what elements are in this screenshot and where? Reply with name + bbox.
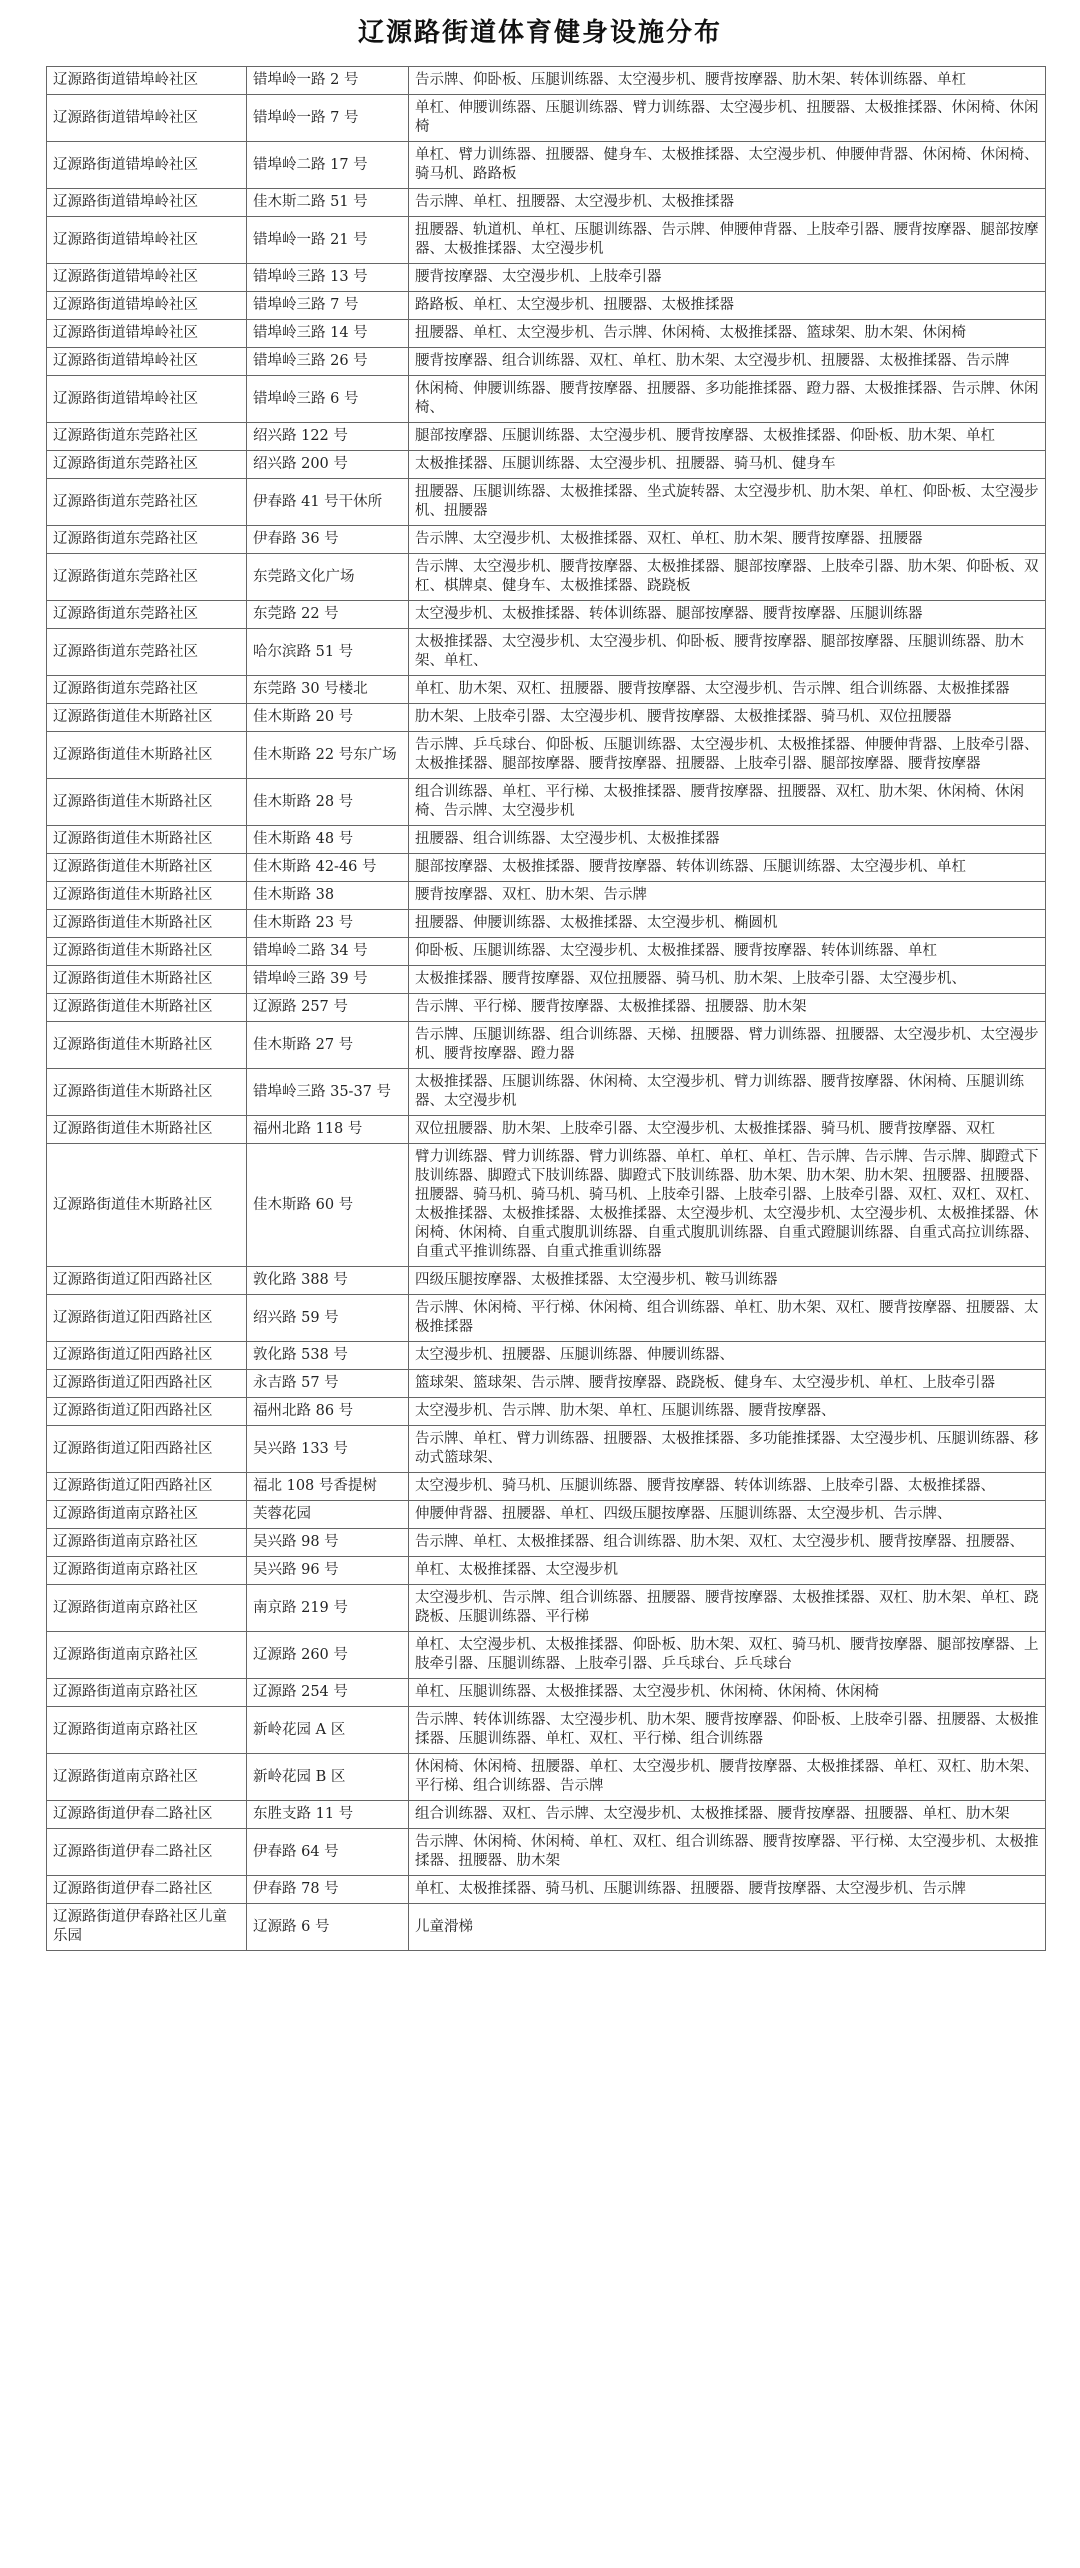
community-cell: 辽源路街道佳木斯路社区: [47, 826, 247, 854]
facilities-cell: 腰背按摩器、太空漫步机、上肢牵引器: [409, 264, 1046, 292]
table-row: [47, 1069, 1046, 1116]
location-cell: 错埠岭三路 14 号: [247, 320, 409, 348]
community-cell: 辽源路街道错埠岭社区: [47, 320, 247, 348]
location-cell: 东胜支路 11 号: [247, 1801, 409, 1829]
community-cell: 辽源路街道错埠岭社区: [47, 292, 247, 320]
facilities-cell: 组合训练器、双杠、告示牌、太空漫步机、太极推揉器、腰背按摩器、扭腰器、单杠、肋木架: [409, 1801, 1046, 1829]
location-cell: 错埠岭一路 7 号: [247, 95, 409, 142]
location-cell: 错埠岭三路 13 号: [247, 264, 409, 292]
facilities-cell: 伸腰伸背器、扭腰器、单杠、四级压腿按摩器、压腿训练器、太空漫步机、告示牌、: [409, 1501, 1046, 1529]
table-row: [47, 1585, 1046, 1632]
community-cell: 辽源路街道南京路社区: [47, 1529, 247, 1557]
table-row: [47, 1342, 1046, 1370]
table-row: [47, 1501, 1046, 1529]
location-cell: 辽源路 254 号: [247, 1679, 409, 1707]
table-row: [47, 704, 1046, 732]
location-cell: 福北 108 号香提树: [247, 1473, 409, 1501]
table-row: [47, 554, 1046, 601]
facilities-cell: 扭腰器、伸腰训练器、太极推揉器、太空漫步机、椭圆机: [409, 910, 1046, 938]
table-row: [47, 348, 1046, 376]
community-cell: 辽源路街道南京路社区: [47, 1585, 247, 1632]
table-row: [47, 882, 1046, 910]
community-cell: 辽源路街道佳木斯路社区: [47, 732, 247, 779]
community-cell: 辽源路街道东莞路社区: [47, 479, 247, 526]
facilities-cell: 告示牌、平行梯、腰背按摩器、太极推揉器、扭腰器、肋木架: [409, 994, 1046, 1022]
table-row: [47, 1144, 1046, 1267]
community-cell: 辽源路街道伊春路社区儿童乐园: [47, 1904, 247, 1951]
facilities-cell: 单杠、压腿训练器、太极推揉器、太空漫步机、休闲椅、休闲椅、休闲椅: [409, 1679, 1046, 1707]
community-cell: 辽源路街道伊春二路社区: [47, 1876, 247, 1904]
location-cell: 佳木斯路 38: [247, 882, 409, 910]
table-row: [47, 142, 1046, 189]
facilities-cell: 单杠、太极推揉器、太空漫步机: [409, 1557, 1046, 1585]
table-row: [47, 1632, 1046, 1679]
table-row: [47, 1116, 1046, 1144]
location-cell: 新岭花园 B 区: [247, 1754, 409, 1801]
location-cell: 敦化路 388 号: [247, 1267, 409, 1295]
community-cell: 辽源路街道佳木斯路社区: [47, 994, 247, 1022]
page-title: 辽源路街道体育健身设施分布: [357, 18, 722, 48]
table-row: [47, 676, 1046, 704]
location-cell: 错埠岭三路 7 号: [247, 292, 409, 320]
table-row: [47, 1473, 1046, 1501]
facilities-cell: 休闲椅、伸腰训练器、腰背按摩器、扭腰器、多功能推揉器、蹬力器、太极推揉器、告示牌、休闲椅、: [409, 376, 1046, 423]
table-row: [47, 292, 1046, 320]
community-cell: 辽源路街道佳木斯路社区: [47, 704, 247, 732]
location-cell: 错埠岭一路 2 号: [247, 67, 409, 95]
location-cell: 伊春路 36 号: [247, 526, 409, 554]
community-cell: 辽源路街道南京路社区: [47, 1632, 247, 1679]
location-cell: 佳木斯路 48 号: [247, 826, 409, 854]
community-cell: 辽源路街道东莞路社区: [47, 423, 247, 451]
location-cell: 东莞路文化广场: [247, 554, 409, 601]
facilities-cell: 扭腰器、轨道机、单杠、压腿训练器、告示牌、伸腰伸背器、上肢牵引器、腰背按摩器、腿部按摩器、太极推揉器、太空漫步机: [409, 217, 1046, 264]
location-cell: 伊春路 64 号: [247, 1829, 409, 1876]
location-cell: 辽源路 257 号: [247, 994, 409, 1022]
facilities-cell: 路路板、单杠、太空漫步机、扭腰器、太极推揉器: [409, 292, 1046, 320]
facilities-cell: 腿部按摩器、压腿训练器、太空漫步机、腰背按摩器、太极推揉器、仰卧板、肋木架、单杠: [409, 423, 1046, 451]
community-cell: 辽源路街道佳木斯路社区: [47, 1144, 247, 1267]
facilities-cell: 太空漫步机、扭腰器、压腿训练器、伸腰训练器、: [409, 1342, 1046, 1370]
table-row: [47, 1022, 1046, 1069]
community-cell: 辽源路街道佳木斯路社区: [47, 1116, 247, 1144]
facilities-cell: 双位扭腰器、肋木架、上肢牵引器、太空漫步机、太极推揉器、骑马机、腰背按摩器、双杠: [409, 1116, 1046, 1144]
community-cell: 辽源路街道佳木斯路社区: [47, 938, 247, 966]
facilities-cell: 太极推揉器、腰背按摩器、双位扭腰器、骑马机、肋木架、上肢牵引器、太空漫步机、: [409, 966, 1046, 994]
table-row: [47, 1829, 1046, 1876]
table-row: [47, 629, 1046, 676]
location-cell: 佳木斯路 28 号: [247, 779, 409, 826]
facilities-cell: 组合训练器、单杠、平行梯、太极推揉器、腰背按摩器、扭腰器、双杠、肋木架、休闲椅、休闲椅、告示牌、太空漫步机: [409, 779, 1046, 826]
facilities-cell: 太空漫步机、告示牌、组合训练器、扭腰器、腰背按摩器、太极推揉器、双杠、肋木架、单杠、跷跷板、压腿训练器、平行梯: [409, 1585, 1046, 1632]
facilities-cell: 告示牌、单杠、扭腰器、太空漫步机、太极推揉器: [409, 189, 1046, 217]
location-cell: 南京路 219 号: [247, 1585, 409, 1632]
community-cell: 辽源路街道错埠岭社区: [47, 142, 247, 189]
table-row: [47, 938, 1046, 966]
community-cell: 辽源路街道南京路社区: [47, 1707, 247, 1754]
facilities-cell: 单杠、臂力训练器、扭腰器、健身车、太极推揉器、太空漫步机、伸腰伸背器、休闲椅、休闲椅、骑马机、路路板: [409, 142, 1046, 189]
community-cell: 辽源路街道南京路社区: [47, 1754, 247, 1801]
location-cell: 佳木斯二路 51 号: [247, 189, 409, 217]
location-cell: 佳木斯路 27 号: [247, 1022, 409, 1069]
table-row: [47, 423, 1046, 451]
location-cell: 绍兴路 122 号: [247, 423, 409, 451]
location-cell: 伊春路 41 号干休所: [247, 479, 409, 526]
location-cell: 错埠岭三路 6 号: [247, 376, 409, 423]
facilities-cell: 告示牌、单杠、臂力训练器、扭腰器、太极推揉器、多功能推揉器、太空漫步机、压腿训练器、移动式篮球架、: [409, 1426, 1046, 1473]
facilities-cell: 篮球架、篮球架、告示牌、腰背按摩器、跷跷板、健身车、太空漫步机、单杠、上肢牵引器: [409, 1370, 1046, 1398]
table-row: [47, 217, 1046, 264]
location-cell: 错埠岭一路 21 号: [247, 217, 409, 264]
community-cell: 辽源路街道南京路社区: [47, 1557, 247, 1585]
community-cell: 辽源路街道辽阳西路社区: [47, 1267, 247, 1295]
community-cell: 辽源路街道东莞路社区: [47, 526, 247, 554]
table-row: [47, 451, 1046, 479]
location-cell: 绍兴路 200 号: [247, 451, 409, 479]
table-body: [47, 67, 1046, 1951]
location-cell: 吴兴路 133 号: [247, 1426, 409, 1473]
community-cell: 辽源路街道东莞路社区: [47, 629, 247, 676]
community-cell: 辽源路街道辽阳西路社区: [47, 1342, 247, 1370]
facilities-cell: 告示牌、休闲椅、平行梯、休闲椅、组合训练器、单杠、肋木架、双杠、腰背按摩器、扭腰器、太极推揉器: [409, 1295, 1046, 1342]
location-cell: 错埠岭三路 35-37 号: [247, 1069, 409, 1116]
table-row: [47, 1267, 1046, 1295]
community-cell: 辽源路街道佳木斯路社区: [47, 1069, 247, 1116]
table-row: [47, 479, 1046, 526]
table-row: [47, 732, 1046, 779]
location-cell: 错埠岭三路 26 号: [247, 348, 409, 376]
table-row: [47, 1557, 1046, 1585]
location-cell: 吴兴路 96 号: [247, 1557, 409, 1585]
table-row: [47, 1904, 1046, 1951]
facilities-cell: 告示牌、太空漫步机、太极推揉器、双杠、单杠、肋木架、腰背按摩器、扭腰器: [409, 526, 1046, 554]
facilities-cell: 单杠、伸腰训练器、压腿训练器、臂力训练器、太空漫步机、扭腰器、太极推揉器、休闲椅、休闲椅: [409, 95, 1046, 142]
facilities-cell: 腰背按摩器、双杠、肋木架、告示牌: [409, 882, 1046, 910]
facilities-cell: 肋木架、上肢牵引器、太空漫步机、腰背按摩器、太极推揉器、骑马机、双位扭腰器: [409, 704, 1046, 732]
facilities-cell: 腰背按摩器、组合训练器、双杠、单杠、肋木架、太空漫步机、扭腰器、太极推揉器、告示牌: [409, 348, 1046, 376]
community-cell: 辽源路街道佳木斯路社区: [47, 882, 247, 910]
location-cell: 佳木斯路 60 号: [247, 1144, 409, 1267]
community-cell: 辽源路街道辽阳西路社区: [47, 1295, 247, 1342]
facilities-cell: 告示牌、太空漫步机、腰背按摩器、太极推揉器、腿部按摩器、上肢牵引器、肋木架、仰卧板、双杠、棋牌桌、健身车、太极推揉器、跷跷板: [409, 554, 1046, 601]
facilities-cell: 四级压腿按摩器、太极推揉器、太空漫步机、鞍马训练器: [409, 1267, 1046, 1295]
location-cell: 绍兴路 59 号: [247, 1295, 409, 1342]
facilities-cell: 告示牌、休闲椅、休闲椅、单杠、双杠、组合训练器、腰背按摩器、平行梯、太空漫步机、太极推揉器、扭腰器、肋木架: [409, 1829, 1046, 1876]
community-cell: 辽源路街道东莞路社区: [47, 451, 247, 479]
community-cell: 辽源路街道佳木斯路社区: [47, 910, 247, 938]
table-row: [47, 95, 1046, 142]
location-cell: 错埠岭三路 39 号: [247, 966, 409, 994]
table-row: [47, 264, 1046, 292]
location-cell: 福州北路 118 号: [247, 1116, 409, 1144]
table-row: [47, 1426, 1046, 1473]
location-cell: 佳木斯路 22 号东广场: [247, 732, 409, 779]
community-cell: 辽源路街道南京路社区: [47, 1501, 247, 1529]
community-cell: 辽源路街道东莞路社区: [47, 554, 247, 601]
location-cell: 永吉路 57 号: [247, 1370, 409, 1398]
community-cell: 辽源路街道辽阳西路社区: [47, 1473, 247, 1501]
location-cell: 新岭花园 A 区: [247, 1707, 409, 1754]
facilities-cell: 休闲椅、休闲椅、扭腰器、单杠、太空漫步机、腰背按摩器、太极推揉器、单杠、双杠、肋木架、平行梯、组合训练器、告示牌: [409, 1754, 1046, 1801]
community-cell: 辽源路街道辽阳西路社区: [47, 1426, 247, 1473]
facilities-cell: 单杠、太空漫步机、太极推揉器、仰卧板、肋木架、双杠、骑马机、腰背按摩器、腿部按摩器、上肢牵引器、压腿训练器、上肢牵引器、乒乓球台、乒乓球台: [409, 1632, 1046, 1679]
facilities-cell: 告示牌、压腿训练器、组合训练器、天梯、扭腰器、臂力训练器、扭腰器、太空漫步机、太空漫步机、腰背按摩器、蹬力器: [409, 1022, 1046, 1069]
table-row: [47, 1707, 1046, 1754]
location-cell: 辽源路 260 号: [247, 1632, 409, 1679]
table-row: [47, 854, 1046, 882]
table-row: [47, 601, 1046, 629]
location-cell: 佳木斯路 23 号: [247, 910, 409, 938]
location-cell: 哈尔滨路 51 号: [247, 629, 409, 676]
facilities-cell: 扭腰器、单杠、太空漫步机、告示牌、休闲椅、太极推揉器、篮球架、肋木架、休闲椅: [409, 320, 1046, 348]
table-row: [47, 376, 1046, 423]
table-row: [47, 1876, 1046, 1904]
location-cell: 东莞路 30 号楼北: [247, 676, 409, 704]
facilities-cell: 仰卧板、压腿训练器、太空漫步机、太极推揉器、腰背按摩器、转体训练器、单杠: [409, 938, 1046, 966]
location-cell: 错埠岭二路 17 号: [247, 142, 409, 189]
community-cell: 辽源路街道辽阳西路社区: [47, 1398, 247, 1426]
location-cell: 敦化路 538 号: [247, 1342, 409, 1370]
community-cell: 辽源路街道佳木斯路社区: [47, 779, 247, 826]
community-cell: 辽源路街道错埠岭社区: [47, 67, 247, 95]
location-cell: 佳木斯路 20 号: [247, 704, 409, 732]
community-cell: 辽源路街道错埠岭社区: [47, 348, 247, 376]
community-cell: 辽源路街道东莞路社区: [47, 601, 247, 629]
facilities-cell: 扭腰器、压腿训练器、太极推揉器、坐式旋转器、太空漫步机、肋木架、单杠、仰卧板、太空漫步机、扭腰器: [409, 479, 1046, 526]
facilities-cell: 太极推揉器、压腿训练器、休闲椅、太空漫步机、臂力训练器、腰背按摩器、休闲椅、压腿训练器、太空漫步机: [409, 1069, 1046, 1116]
facilities-cell: 单杠、肋木架、双杠、扭腰器、腰背按摩器、太空漫步机、告示牌、组合训练器、太极推揉器: [409, 676, 1046, 704]
facilities-cell: 太空漫步机、告示牌、肋木架、单杠、压腿训练器、腰背按摩器、: [409, 1398, 1046, 1426]
community-cell: 辽源路街道错埠岭社区: [47, 217, 247, 264]
facilities-cell: 太空漫步机、太极推揉器、转体训练器、腿部按摩器、腰背按摩器、压腿训练器: [409, 601, 1046, 629]
table-row: [47, 966, 1046, 994]
facilities-cell: 臂力训练器、臂力训练器、臂力训练器、单杠、单杠、单杠、告示牌、告示牌、告示牌、脚蹬式下肢训练器、脚蹬式下肢训练器、脚蹬式下肢训练器、肋木架、肋木架、肋木架、扭腰器、扭腰器、扭腰器、骑马机、骑马机、骑马机、上肢牵引器、上肢牵引器、上肢牵引器、双杠、双杠、双杠、太极推揉器、太极推揉器、太极推揉器、太空漫步机、太空漫步机、太空漫步机、太极推揉器、休闲椅、休闲椅、自重式腹肌训练器、自重式腹肌训练器、自重式蹬腿训练器、自重式高拉训练器、自重式平推训练器、自重式推重训练器: [409, 1144, 1046, 1267]
community-cell: 辽源路街道辽阳西路社区: [47, 1370, 247, 1398]
facilities-table: [46, 66, 1046, 1951]
community-cell: 辽源路街道南京路社区: [47, 1679, 247, 1707]
facilities-cell: 扭腰器、组合训练器、太空漫步机、太极推揉器: [409, 826, 1046, 854]
community-cell: 辽源路街道佳木斯路社区: [47, 966, 247, 994]
location-cell: 东莞路 22 号: [247, 601, 409, 629]
facilities-cell: 腿部按摩器、太极推揉器、腰背按摩器、转体训练器、压腿训练器、太空漫步机、单杠: [409, 854, 1046, 882]
community-cell: 辽源路街道错埠岭社区: [47, 264, 247, 292]
table-row: [47, 910, 1046, 938]
location-cell: 吴兴路 98 号: [247, 1529, 409, 1557]
table-row: [47, 779, 1046, 826]
community-cell: 辽源路街道伊春二路社区: [47, 1801, 247, 1829]
community-cell: 辽源路街道佳木斯路社区: [47, 1022, 247, 1069]
facilities-cell: 太空漫步机、骑马机、压腿训练器、腰背按摩器、转体训练器、上肢牵引器、太极推揉器、: [409, 1473, 1046, 1501]
table-row: [47, 826, 1046, 854]
table-row: [47, 1801, 1046, 1829]
community-cell: 辽源路街道佳木斯路社区: [47, 854, 247, 882]
table-row: [47, 67, 1046, 95]
table-row: [47, 1398, 1046, 1426]
table-row: [47, 1679, 1046, 1707]
location-cell: 芙蓉花园: [247, 1501, 409, 1529]
table-row: [47, 1295, 1046, 1342]
community-cell: 辽源路街道伊春二路社区: [47, 1829, 247, 1876]
table-row: [47, 320, 1046, 348]
facilities-cell: 告示牌、乒乓球台、仰卧板、压腿训练器、太空漫步机、太极推揉器、伸腰伸背器、上肢牵引器、太极推揉器、腿部按摩器、腰背按摩器、扭腰器、上肢牵引器、腿部按摩器、腰背按摩器: [409, 732, 1046, 779]
facilities-cell: 单杠、太极推揉器、骑马机、压腿训练器、扭腰器、腰背按摩器、太空漫步机、告示牌: [409, 1876, 1046, 1904]
facilities-cell: 太极推揉器、太空漫步机、太空漫步机、仰卧板、腰背按摩器、腿部按摩器、压腿训练器、肋木架、单杠、: [409, 629, 1046, 676]
community-cell: 辽源路街道东莞路社区: [47, 676, 247, 704]
table-row: [47, 994, 1046, 1022]
facilities-cell: 儿童滑梯: [409, 1904, 1046, 1951]
facilities-cell: 告示牌、转体训练器、太空漫步机、肋木架、腰背按摩器、仰卧板、上肢牵引器、扭腰器、太极推揉器、压腿训练器、单杠、双杠、平行梯、组合训练器: [409, 1707, 1046, 1754]
community-cell: 辽源路街道错埠岭社区: [47, 189, 247, 217]
table-row: [47, 189, 1046, 217]
table-row: [47, 1529, 1046, 1557]
table-row: [47, 526, 1046, 554]
community-cell: 辽源路街道错埠岭社区: [47, 376, 247, 423]
table-row: [47, 1754, 1046, 1801]
facilities-cell: 太极推揉器、压腿训练器、太空漫步机、扭腰器、骑马机、健身车: [409, 451, 1046, 479]
location-cell: 福州北路 86 号: [247, 1398, 409, 1426]
location-cell: 佳木斯路 42-46 号: [247, 854, 409, 882]
location-cell: 伊春路 78 号: [247, 1876, 409, 1904]
facilities-cell: 告示牌、仰卧板、压腿训练器、太空漫步机、腰背按摩器、肋木架、转体训练器、单杠: [409, 67, 1046, 95]
location-cell: 错埠岭二路 34 号: [247, 938, 409, 966]
community-cell: 辽源路街道错埠岭社区: [47, 95, 247, 142]
table-row: [47, 1370, 1046, 1398]
location-cell: 辽源路 6 号: [247, 1904, 409, 1951]
facilities-cell: 告示牌、单杠、太极推揉器、组合训练器、肋木架、双杠、太空漫步机、腰背按摩器、扭腰器、: [409, 1529, 1046, 1557]
